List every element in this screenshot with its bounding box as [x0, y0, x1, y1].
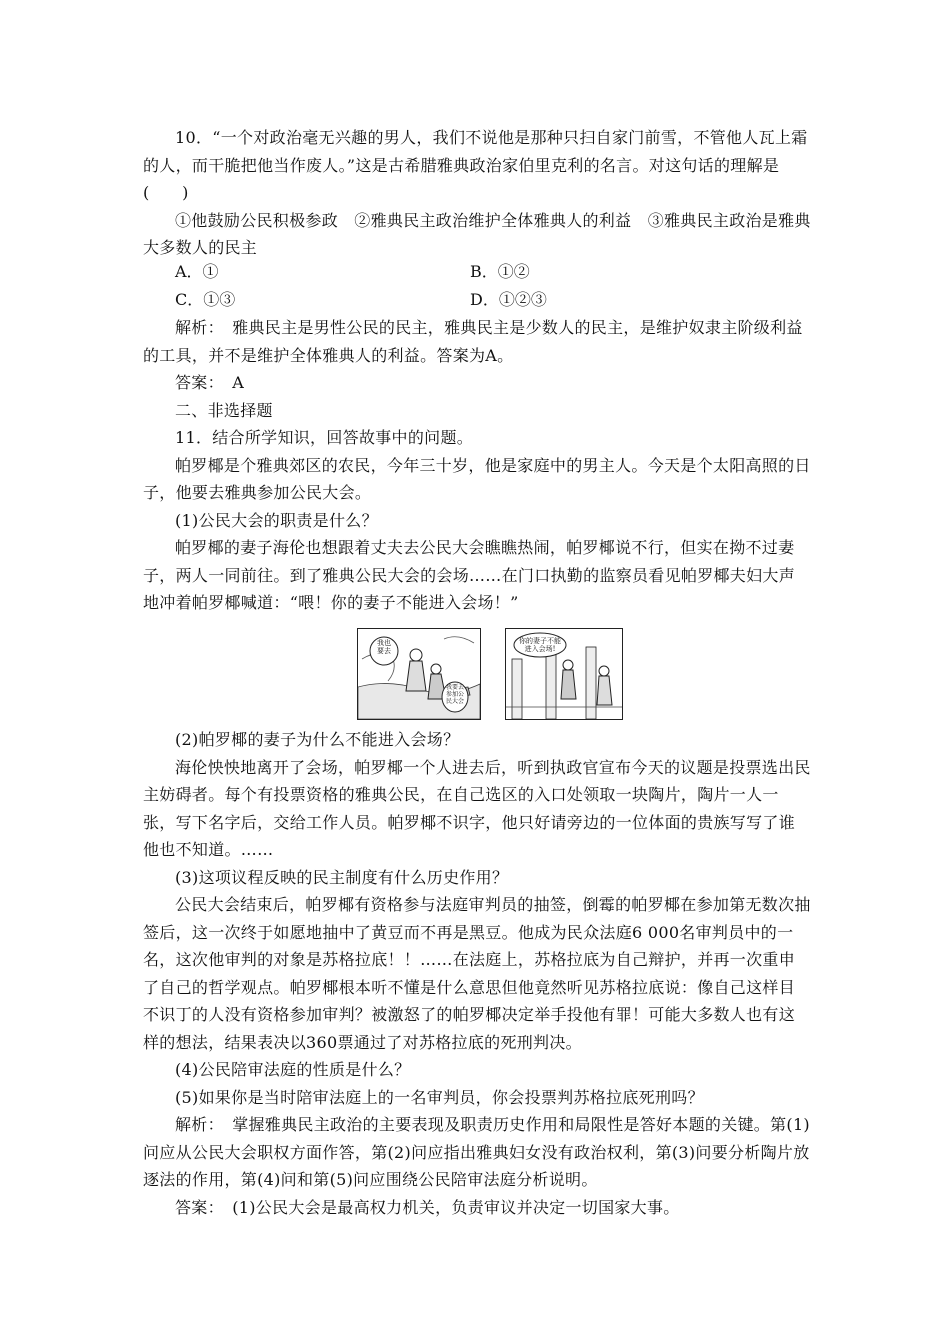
- section-heading: 二、非选择题: [175, 400, 273, 420]
- options-row-2: [175, 286, 815, 314]
- option-c: C．①③: [175, 290, 236, 309]
- story-paragraph-4: 公民大会结束后，帕罗椰有资格参与法庭审判员的抽签，倒霉的帕罗椰在参加第无数次抽签后，这一次终于如愿地抽中了黄豆而不再是黑豆。他成为民众法庭6 000名审判员中的一名，这次他审判的对象是苏格拉底！！……在法庭上，苏格拉底为自己辩护，并再一次重申了自己的哲学观点。帕罗椰根本听不懂是什么意思但他竟然听见苏格拉底说：像自己这样目不识丁的人没有资格参加审判？被激怒了的帕罗椰决定举手投他有罪！可能大多数人也有这样的想法，结果表决以360票通过了对苏格拉底的死刑判决。: [143, 895, 811, 1052]
- comic-bubble-left-bottom: 我要去参加公民大会: [445, 684, 464, 705]
- question-10-solution: [143, 314, 811, 617]
- story-paragraph-3: 海伦怏怏地离开了会场，帕罗椰一个人进去后，听到执政官宣布今天的议题是投票选出民主妨碍者。每个有投票资格的雅典公民，在自己选区的入口处领取一块陶片，陶片一人一张，写下名字后，交给工作人员。帕罗椰不识字，他只好请旁边的一位体面的贵族写写了谁他也不知道。……: [143, 757, 811, 859]
- sub-question-2: (2)帕罗椰的妻子为什么不能进入会场？: [175, 730, 460, 749]
- question-11-stem: 11．结合所学知识，回答故事中的问题。: [175, 428, 474, 447]
- sub-question-4: (4)公民陪审法庭的性质是什么？: [175, 1060, 411, 1079]
- comic-bubble-left-top: 我也要去: [377, 639, 391, 655]
- question-10: [143, 124, 811, 262]
- question-11-analysis: 解析： 掌握雅典民主政治的主要表现及职责历史作用和局限性是答好本题的关键。第(1)问应从公民大会职权方面作答，第(2)问应指出雅典妇女没有政治权利，第(3)问要分析陶片放逐法的作用，第(4)问和第(5)问应围绕公民陪审法庭分析说明。: [143, 1115, 810, 1189]
- question-10-statements: ①他鼓励公民积极参政 ②雅典民主政治维护全体雅典人的利益 ③雅典民主政治是雅典大多数人的民主: [143, 210, 811, 257]
- sub-question-3: (3)这项议程反映的民主制度有什么历史作用？: [175, 867, 509, 887]
- options-row-1: [175, 258, 815, 286]
- question-10-answer: 答案： A: [175, 373, 245, 392]
- question-10-stem: 10．“一个对政治毫无兴趣的男人，我们不说他是那种只扫自家门前雪，不管他人瓦上霜的人，而干脆把他当作废人。”这是古希腊雅典政治家伯里克利的名言。对这句话的理解是( ): [143, 128, 808, 202]
- question-11-answer: 答案： (1)公民大会是最高权力机关，负责审议并决定一切国家大事。: [175, 1197, 680, 1217]
- comic-panel-left: [357, 628, 481, 720]
- comic-panel-right: [505, 628, 623, 720]
- sub-question-5: (5)如果你是当时陪审法庭上的一名审判员，你会投票判苏格拉底死刑吗？: [175, 1087, 704, 1107]
- question-11-continued: [143, 726, 811, 1221]
- option-b: B．①②: [470, 262, 530, 281]
- story-paragraph-2: 帕罗椰的妻子海伦也想跟着丈夫去公民大会瞧瞧热闹，帕罗椰说不行，但实在拗不过妻子，两人一同前往。到了雅典公民大会的会场……在门口执勤的监察员看见帕罗椰夫妇大声地冲着帕罗椰喊道：“喂！你的妻子不能进入会场！”: [143, 538, 796, 612]
- option-a: A．①: [175, 262, 219, 281]
- sub-question-1: (1)公民大会的职责是什么？: [175, 510, 378, 530]
- story-paragraph-1: 帕罗椰是个雅典郊区的农民，今年三十岁，他是家庭中的男主人。今天是个太阳高照的日子，他要去雅典参加公民大会。: [143, 455, 811, 502]
- option-d: D．①②③: [470, 290, 547, 309]
- question-10-analysis: 解析： 雅典民主是男性公民的民主，雅典民主是少数人的民主，是维护奴隶主阶级利益的工具，并不是维护全体雅典人的利益。答案为A。: [143, 318, 803, 365]
- comic-bubble-right: 你的妻子不能进入会场!: [519, 637, 561, 653]
